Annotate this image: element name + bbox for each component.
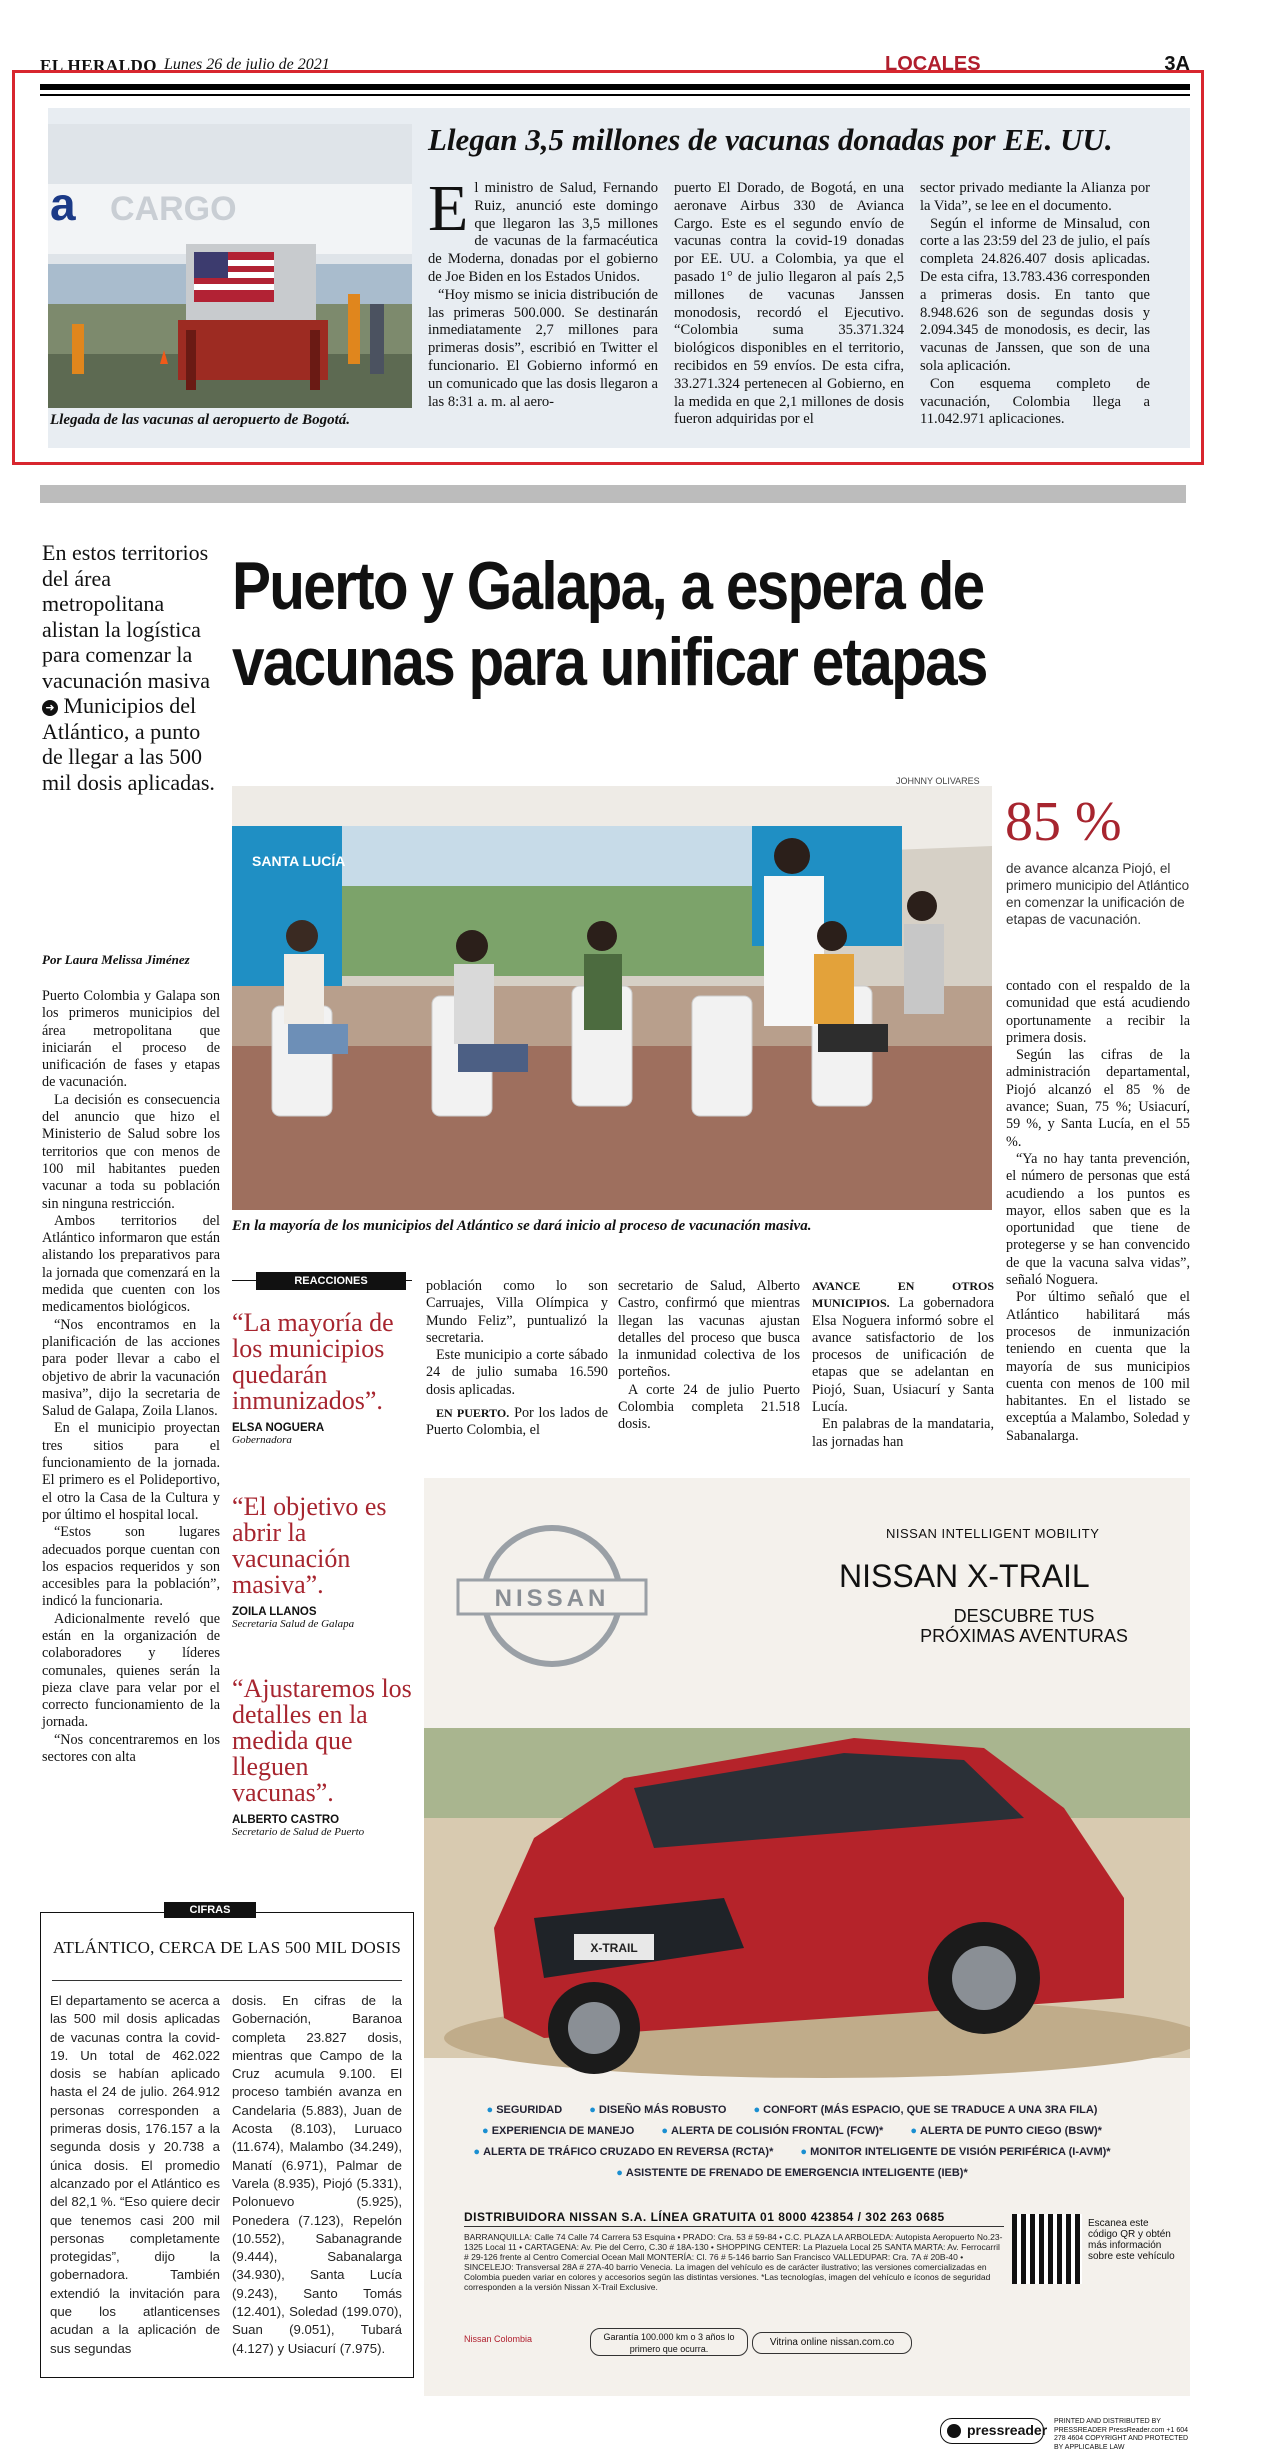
- subhead: AVANCE EN OTROS MUNICIPIOS.: [812, 1279, 994, 1311]
- deck-text-2: Municipios del Atlántico, a punto de llegar a las 500 mil dosis aplicadas.: [42, 693, 215, 795]
- paragraph: Ambos territorios del Atlántico informaron que están alistando los preparativos para la jornada que comenzará en la medida que cuenten con los medicamentos biológicos.: [42, 1212, 220, 1316]
- feature-item: ● SEGURIDAD: [486, 2104, 563, 2116]
- story-column-left: [42, 988, 220, 1766]
- paragraph: “Ya no hay tanta prevención, el número de personas que está acudiendo a los puntos es mayor, ellos saben que es la oportunidad que tiene de protegerse y se han convencido de que la vacuna salva vidas”, señaló Noguera.: [1006, 1150, 1190, 1289]
- paragraph: población como lo son Carruajes, Villa Olímpica y Mundo Feliz”, puntualizó la secretaria.: [426, 1278, 608, 1346]
- drop-cap: E: [428, 172, 469, 245]
- quote-author: ALBERTO CASTRO: [232, 1814, 340, 1826]
- paragraph: “Nos concentraremos en los sectores con alta: [42, 1731, 220, 1766]
- byline: Por Laura Melissa Jiménez: [42, 952, 190, 967]
- top-photo-caption: Llegada de las vacunas al aeropuerto de Bogotá.: [50, 412, 350, 428]
- paragraph: Por último señaló que el Atlántico habilitará más procesos de inmunización teniendo en cuenta que la mayoría de sus municipios cuenta con menos de 100 mil habitantes. En el listado se exceptúa a Malambo, Soledad y Sabanalarga.: [1006, 1289, 1190, 1444]
- paragraph: Por los lados de Puerto Colombia, el: [426, 1405, 609, 1439]
- paragraph: En el municipio proyectan tres sitios para el funcionamiento de la jornada. El primero es el Polideportivo, el otro la Casa de la Cultura y por último el hospital local.: [42, 1420, 220, 1523]
- reactions-label: REACCIONES: [256, 1272, 406, 1290]
- top-story-column-2: [674, 180, 904, 429]
- paragraph: Puerto Colombia y Galapa son los primeros municipios del área metropolitana que iniciarán el proceso de unificación de fases y etapas de vacunación.: [42, 988, 220, 1091]
- top-story-paragraph: puerto El Dorado, de Bogotá, en una aeronave Airbus 330 de Avianca Cargo. Este es el segundo envío de vacunas contra la covid-19 donadas por EE. UU. a Colombia, ya que el pasado 1° de julio llegaron al país 2,5 millones de vacunas Janssen monodosis, recordó el Ejecutivo. “Colombia suma 35.371.324 biológicos disponibles en el territorio, recibidos en 59 envíos. De esta cifra, 33.271.324 pertenecen al Gobierno, en la medida en que 2,1 millones de dosis fueron adquiridas por el: [674, 180, 904, 428]
- quote-text: “Ajustaremos los detalles en la medida que lleguen vacunas”.: [232, 1674, 412, 1807]
- top-story-paragraph: “Hoy mismo se inicia distribución de las primeras 500.000. Se destinarán inmediatamente 2,7 millones para primeras dosis”, escribió en Twitter el funcionario. El Gobierno informó en un comunicado que las dosis llegaron a las 8:31 a. m. al aero-: [428, 286, 658, 410]
- top-story-title: Llegan 3,5 millones de vacunas donadas por EE. UU.: [428, 122, 1113, 157]
- paragraph: secretario de Salud, Alberto Castro, confirmó que mientras llegan las vacunas ajustan detalles del proceso que busca la inmunidad colectiva de los porteños.: [618, 1278, 800, 1381]
- story-column-right: [1006, 978, 1190, 1445]
- highlight-percentage: 85 %: [1005, 791, 1122, 853]
- feature-item: ● MONITOR INTELIGENTE DE VISIÓN PERIFÉRICA (I-AVM)*: [800, 2146, 1111, 2158]
- ad-qr-text: Escanea este código QR y obtén más información sobre este vehículo: [1088, 2218, 1175, 2262]
- feature-item: ● ALERTA DE TRÁFICO CRUZADO EN REVERSA (RCTA)*: [473, 2146, 774, 2158]
- ad-guarantee-badge: Garantía 100.000 km o 3 años lo primero que ocurra.: [590, 2328, 748, 2356]
- paragraph: “Estos son lugares adecuados porque cuentan con los espacios requeridos y son accesibles para la población”, indicó la funcionaria.: [42, 1524, 220, 1610]
- ad-features-list: [454, 2100, 1154, 2184]
- arrow-right-icon: ➜: [42, 700, 58, 716]
- quote-text: “El objetivo es abrir la vacunación masiva”.: [232, 1492, 387, 1599]
- paragraph: La gobernadora Elsa Noguera informó sobre el avance satisfactorio de los procesos de unificación de etapas que se adelantan en Piojó, Suan, Usiacurí y Santa Lucía.: [812, 1295, 994, 1416]
- ad-tagline: DESCUBRE TUS PRÓXIMAS AVENTURAS: [920, 1606, 1128, 1646]
- page-number: 3A: [1164, 53, 1190, 75]
- top-story-paragraph: l ministro de Salud, Fernando Ruiz, anunció este domingo que llegaron las 3,5 millones de vacunas de la farmacéutica de Moderna, donadas por el gobierno de Joe Biden en los Estados Unidos.: [428, 180, 658, 285]
- publication-name: EL HERALDO: [40, 56, 157, 75]
- ad-website-link[interactable]: Vitrina online nissan.com.co: [752, 2332, 912, 2354]
- footer-copyright: PRINTED AND DISTRIBUTED BY PRESSREADER PressReader.com +1 604 278 4604 COPYRIGHT AND PROTECTED BY APPLICABLE LAW: [1054, 2418, 1189, 2451]
- feature-item: ● ASISTENTE DE FRENADO DE EMERGENCIA INTELIGENTE (IEB)*: [616, 2167, 968, 2179]
- quote-role: Secretaria Salud de Galapa: [232, 1618, 355, 1630]
- quote-text: “La mayoría de los municipios quedarán inmunizados”.: [232, 1308, 394, 1415]
- ad-model-name: NISSAN X-TRAIL: [839, 1558, 1090, 1594]
- ad-distributor: DISTRIBUIDORA NISSAN S.A. LÍNEA GRATUITA 01 8000 423854 / 302 263 0685: [464, 2210, 945, 2224]
- paragraph: Según las cifras de la administración departamental, Piojó alcanzó el 85 % de avance; Suan, 75 %; Usiacurí, 59 %, y Santa Lucía, en el 55 %.: [1006, 1047, 1190, 1150]
- quote-block: [232, 1494, 412, 1630]
- quote-role: Gobernadora: [232, 1434, 292, 1446]
- main-photo-caption: En la mayoría de los municipios del Atlántico se dará inicio al proceso de vacunación masiva.: [232, 1218, 812, 1234]
- nissan-advertisement[interactable]: [424, 1478, 1190, 2396]
- headline-line: Puerto y Galapa, a espera de: [232, 548, 984, 624]
- feature-item: ● EXPERIENCIA DE MANEJO: [482, 2125, 635, 2137]
- svg-text:a: a: [50, 178, 76, 230]
- deck-text: En estos territorios del área metropolitana alistan la logística para comenzar la vacunación masiva: [42, 540, 210, 693]
- paragraph: Este municipio a corte sábado 24 de julio sumaba 16.590 dosis aplicadas.: [426, 1347, 608, 1398]
- pressreader-logo[interactable]: pressreader: [940, 2418, 1044, 2444]
- top-story-paragraph: sector privado mediante la Alianza por la Vida”, se lee en el documento.: [920, 180, 1150, 214]
- paragraph: contado con el respaldo de la comunidad que está acudiendo oportunamente a recibir la primera dosis.: [1006, 978, 1190, 1046]
- quote-block: [232, 1310, 412, 1446]
- quote-author: ELSA NOGUERA: [232, 1422, 325, 1434]
- feature-item: ● ALERTA DE COLISIÓN FRONTAL (FCW)*: [661, 2125, 884, 2137]
- cifras-column-1: El departamento se acerca a las 500 mil dosis aplicadas de vacunas contra la covid-19. Un total de 462.022 dosis se habían aplicado hasta el 24 de julio. 264.912 personas corresponden a primeras dosis, 176.157 a la segunda dosis y 20.738 a única dosis. El promedio alcanzado por el Atlántico es del 82,1 %. “Eso quiere decir que tenemos casi 200 mil personas completamente protegidas”, dijo la gobernadora. También extendió la invitación para que los atlanticenses acudan a la aplicación de sus segundas: [50, 1993, 220, 2356]
- vaccine-cargo-photo: [48, 124, 412, 408]
- paragraph: La decisión es consecuencia del anuncio que hizo el Ministerio de Salud sobre los territorios que con menos de 100 mil habitantes pueden vacunar a toda su población sin ninguna restricción.: [42, 1091, 220, 1212]
- ad-brand-line: NISSAN INTELLIGENT MOBILITY: [886, 1526, 1100, 1541]
- top-story-paragraph: Según el informe de Minsalud, con corte a las 23:59 del 23 de julio, el país completa 24.826.407 dosis aplicadas. De esta cifra, 13.783.436 corresponden a primeras dosis. En tanto que 8.948.626 son de segundas dosis y 2.094.345 de monodosis, es decir, las vacunas de Janssen, que son de una sola aplicación.: [920, 215, 1150, 374]
- cifras-column-2: dosis. En cifras de la Gobernación, Baranoa completa 23.827 dosis, mientras que Campo de la Cruz acumula 9.100. El proceso también avanza en Candelaria (5.883), Juan de Acosta (8.103), Luruaco (11.674), Malambo (34.249), Manatí (6.971), Palmar de Varela (8.935), Piojó (5.331), Polonuevo (5.925), Ponedera (7.123), Repelón (10.552), Sabanagrande (9.444), Sabanalarga (34.930), Santa Lucía (9.243), Santo Tomás (12.401), Soledad (199.070), Suan (9.051), Tubará (4.127) y Usiacurí (7.975).: [232, 1993, 402, 2356]
- cifras-title: ATLÁNTICO, CERCA DE LAS 500 MIL DOSIS: [52, 1938, 402, 1957]
- section-name: LOCALES: [885, 53, 981, 75]
- story-deck: [42, 540, 222, 795]
- paragraph: “Nos encontramos en la planificación de las acciones para poder llevar a cabo el objetivo de abrir la vacunación masiva”, dijo la secretaria de Salud de Galapa, Zoila Llanos.: [42, 1316, 220, 1420]
- quote-role: Secretario de Salud de Puerto: [232, 1826, 365, 1838]
- feature-item: ● CONFORT (MÁS ESPACIO, QUE SE TRADUCE A UNA 3RA FILA): [753, 2104, 1098, 2116]
- main-headline: [232, 548, 1058, 700]
- top-story-column-1: [428, 172, 658, 411]
- ad-logo-text: NISSAN: [494, 1585, 610, 1612]
- feature-item: ● DISEÑO MÁS ROBUSTO: [589, 2104, 727, 2116]
- subhead: EN PUERTO.: [436, 1406, 510, 1421]
- story-column-mid-3: [812, 1278, 994, 1451]
- cifras-rule: [52, 1980, 402, 1981]
- paragraph: En palabras de la mandataria, las jornadas han: [812, 1416, 994, 1450]
- quote-block: [232, 1676, 412, 1838]
- cargo-text: CARGO: [110, 190, 237, 228]
- headline-line: vacunas para unificar etapas: [232, 624, 987, 700]
- cifras-label: CIFRAS: [164, 1902, 256, 1918]
- top-story-paragraph: Con esquema completo de vacunación, Colombia llega a 11.042.971 aplicaciones.: [920, 375, 1150, 428]
- highlight-percentage-text: de avance alcanza Piojó, el primero municipio del Atlántico en comenzar la unificación de etapas de vacunación.: [1006, 861, 1190, 927]
- quote-author: ZOILA LLANOS: [232, 1606, 317, 1618]
- story-column-mid-1: [426, 1278, 608, 1440]
- photo-credit: JOHNNY OLIVARES: [896, 776, 980, 786]
- qr-code-icon[interactable]: [1012, 2214, 1082, 2284]
- ad-divider: [464, 2226, 1004, 2227]
- ad-social-handle[interactable]: Nissan Colombia: [464, 2334, 533, 2344]
- ad-fine-print: BARRANQUILLA: Calle 74 Calle 74 Carrera 53 Esquina • PRADO: Cra. 53 # 59-84 • C.C. PLAZA LA ARBOLEDA: Autopista Aeropuerto No.23-1325 Local 11 • CARTAGENA: Av. Pie del Cerro, C.30 # 18A-130 • SHOPPING CENTER: La Plazuela Local 25 SANTA MARTA: Av. Ferrocarril # 29-126 frente al Centro Comercial Ocean Mall MONTERÍA: Cl. 76 # 5-146 barrio San Francisco VALLEDUPAR: Cra. 7A # 20B-40 • SINCELEJO: Transversal 28A # 27A-40 barrio Venecia. La imagen del vehículo es de carácter ilustrativo; las versiones comercializadas en Colombia pueden variar en colores y accesorios según las distintas versiones. *Las tecnologías, imagen del vehículo e íconos de seguridad corresponden a la versión Nissan X-Trail Exclusive.: [464, 2232, 1003, 2292]
- paragraph: Adicionalmente reveló que están en la organización de colaboradores y líderes comunales, quienes serán la pieza clave para velar por el correcto funcionamiento de la jornada.: [42, 1610, 220, 1731]
- vaccination-site-photo: [232, 786, 992, 1210]
- photo-sign-text: SANTA LUCÍA: [252, 853, 346, 869]
- feature-item: ● ALERTA DE PUNTO CIEGO (BSW)*: [910, 2125, 1102, 2137]
- issue-date: Lunes 26 de julio de 2021: [164, 56, 330, 73]
- section-divider: [40, 485, 1186, 503]
- paragraph: A corte 24 de julio Puerto Colombia completa 21.518 dosis.: [618, 1381, 800, 1433]
- ad-plate-text: X-TRAIL: [590, 1941, 638, 1955]
- story-column-mid-2: [618, 1278, 800, 1434]
- top-story-column-3: [920, 180, 1150, 429]
